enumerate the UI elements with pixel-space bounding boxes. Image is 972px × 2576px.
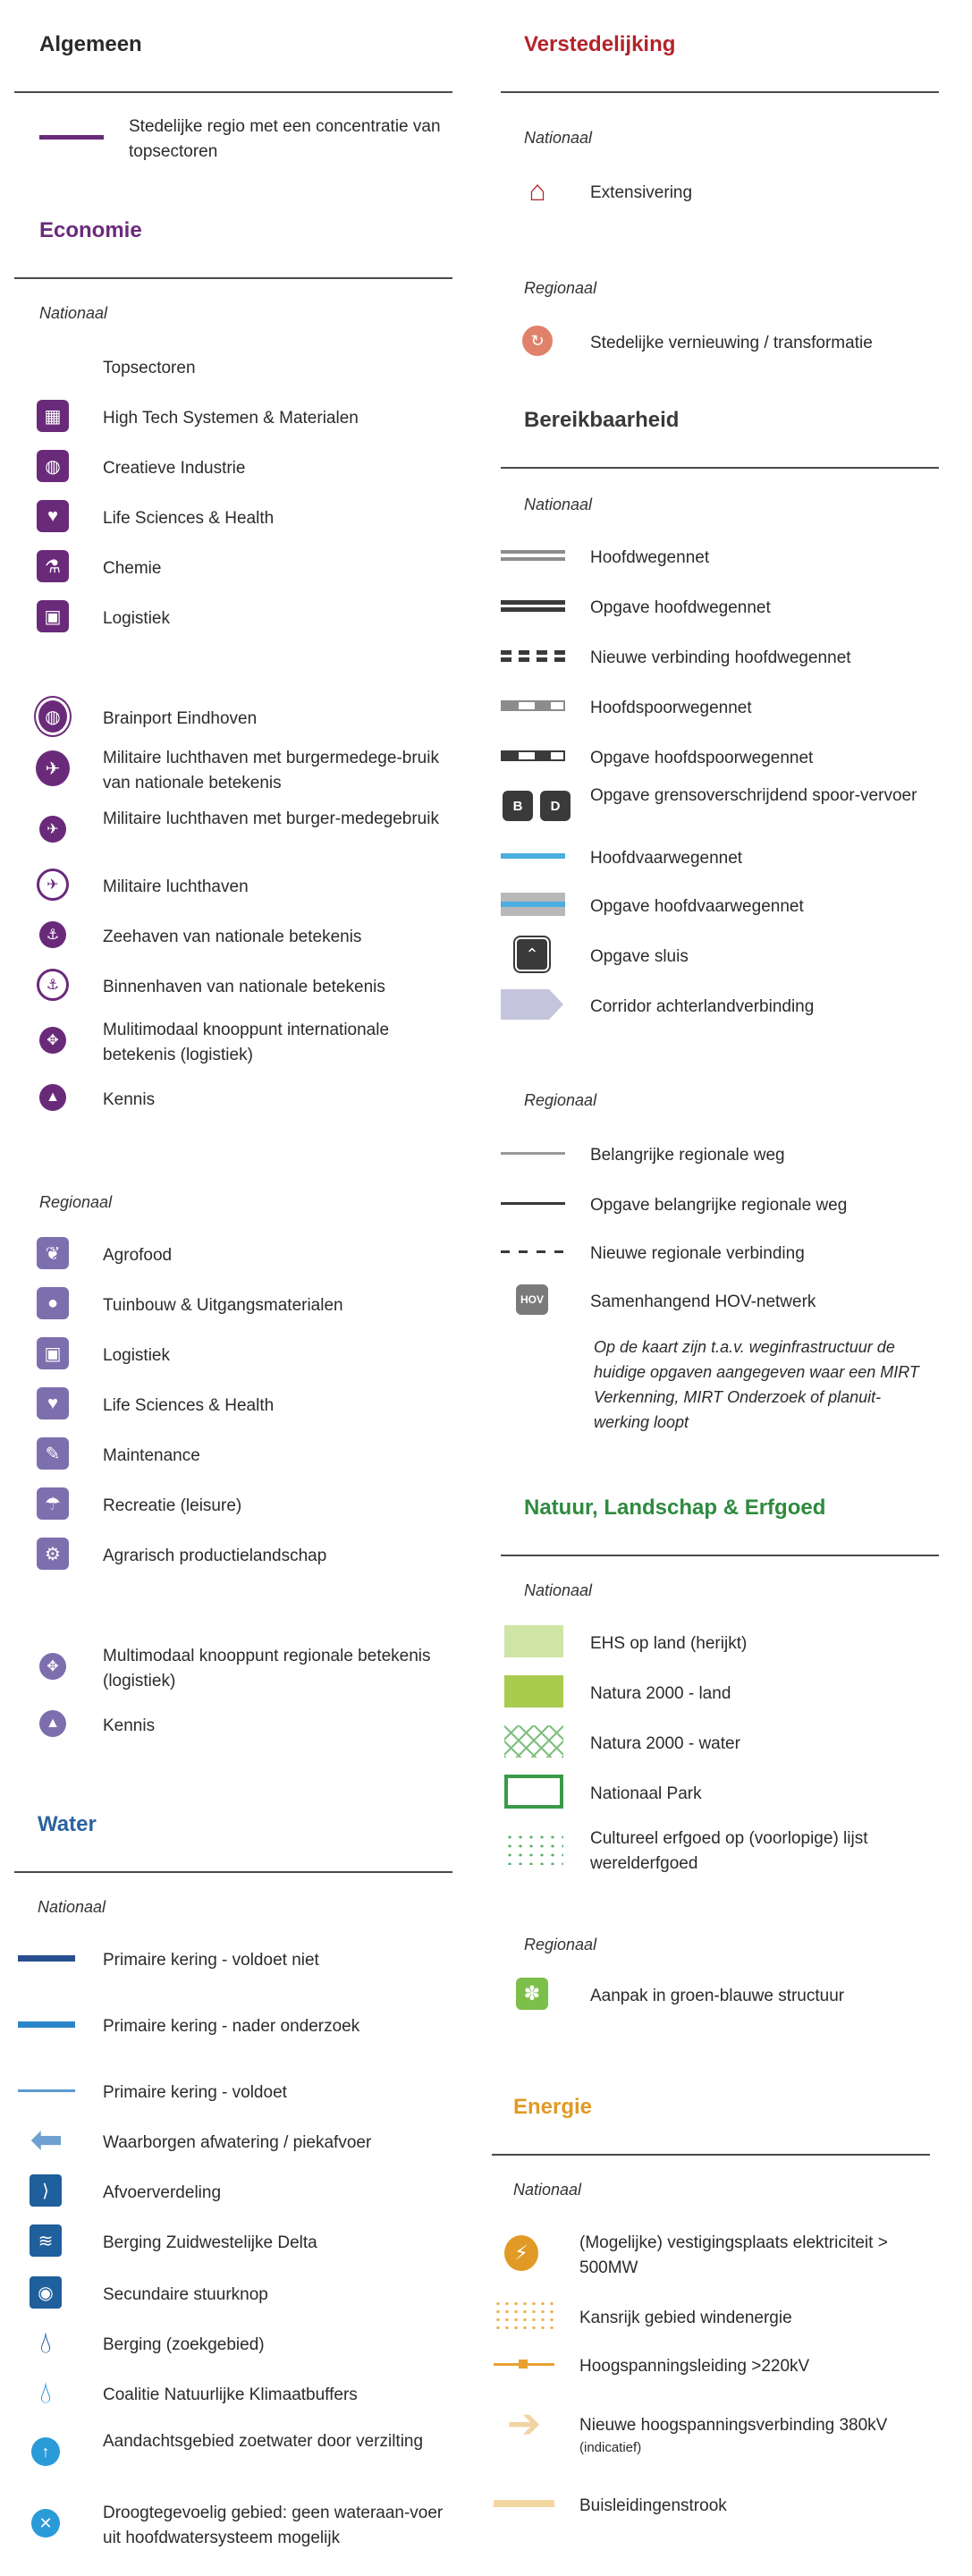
- subsection-label: Regionaal: [524, 1936, 597, 1953]
- subsection-label: Nationaal: [38, 1898, 106, 1916]
- legend-item: [0, 1537, 465, 1572]
- legend-item: [483, 2233, 948, 2277]
- house-icon: ⌂: [528, 174, 546, 207]
- legend-label: Life Sciences & Health: [103, 509, 275, 528]
- legend-item: [0, 1336, 465, 1372]
- rail-icon: [501, 689, 565, 723]
- cross-arrows-icon: ✥: [36, 1649, 70, 1683]
- rail-task-icon: [501, 739, 565, 773]
- legend-item: [0, 699, 465, 735]
- legend-label: Logistiek: [103, 609, 170, 628]
- legend-label: Hoogspanningsleiding >220kV: [579, 2357, 810, 2376]
- hov-icon: [515, 1283, 549, 1317]
- legend-label: Militaire luchthaven: [103, 877, 249, 896]
- legend-item: [483, 174, 948, 209]
- legend-item: [0, 968, 465, 1004]
- lock-icon: ⌃: [515, 937, 549, 971]
- lightbulb-circle-icon: ◍: [36, 699, 70, 733]
- legend-item: [0, 918, 465, 953]
- wrench-icon: ✎: [36, 1436, 70, 1470]
- legend-item: [0, 1080, 465, 1116]
- drop-icon: 💧︎: [39, 2325, 52, 2360]
- legend-item: [483, 589, 948, 624]
- legend-item: [483, 1234, 948, 1270]
- legend-label: Aanpak in groen-blauwe structuur: [590, 1987, 845, 2005]
- legend-item: [0, 399, 465, 435]
- legend-label: (Mogelijke) vestigingsplaats elektriciteit > 500MW: [579, 2233, 888, 2277]
- legend-label: Opgave sluis: [590, 947, 689, 966]
- regional-road-new-icon: [501, 1234, 565, 1268]
- subsection-label: Nationaal: [39, 304, 108, 322]
- infrastructure-note: Op de kaart zijn t.a.v. weginfrastructuur de huidige opgaven aangegeven waar een MIRT Verkenning, MIRT Onderzoek of planuit-werking loopt: [594, 1338, 919, 1431]
- legend-item: [0, 1021, 465, 1064]
- legend-label: Life Sciences & Health: [103, 1396, 275, 1415]
- section-title: Bereikbaarheid: [524, 408, 680, 432]
- legend-label: Tuinbouw & Uitgangsmaterialen: [103, 1296, 343, 1315]
- legend-item: [0, 2275, 465, 2311]
- legend-item: [483, 786, 948, 825]
- legend-label: Opgave hoofdvaarwegennet: [590, 897, 804, 916]
- power-line-icon: [494, 2347, 554, 2381]
- legend-label: Berging Zuidwestelijke Delta: [103, 2233, 317, 2252]
- box-icon: ▣: [36, 599, 70, 633]
- legend-label: Stedelijke vernieuwing / transformatie: [590, 334, 873, 352]
- flask-icon: ⚗: [36, 549, 70, 583]
- tractor-icon: ⚙: [36, 1537, 70, 1571]
- legend-label: Hoofdwegennet: [590, 548, 710, 567]
- legend-label: Primaire kering - voldoet: [103, 2083, 287, 2102]
- legend-item: [0, 1647, 465, 1690]
- legend-label: Nieuwe hoogspanningsverbinding 380kV: [579, 2416, 888, 2435]
- legend-label: Nieuwe regionale verbinding: [590, 1244, 805, 1263]
- ship-circle-icon: ⚓: [36, 968, 70, 1002]
- drop-icon: 💧︎: [39, 2375, 52, 2410]
- crosshatch-icon: [504, 1724, 563, 1758]
- waterway-task-icon: [501, 887, 565, 921]
- legend-label: Nieuwe verbinding hoofdwegennet: [590, 648, 851, 667]
- legend-item: [483, 1186, 948, 1222]
- legend-label: Samenhangend HOV-netwerk: [590, 1292, 816, 1311]
- arrow-left-icon: ⬅: [30, 2118, 63, 2162]
- legend-item: [0, 749, 465, 792]
- dark-blue-line-icon: [18, 1941, 75, 1975]
- legend-label: Corridor achterlandverbinding: [590, 997, 815, 1016]
- legend-item: [483, 2347, 948, 2383]
- split-icon: ⟩: [29, 2174, 63, 2207]
- section-divider: [501, 467, 939, 469]
- legend-item: [0, 1707, 465, 1742]
- legend-item: [0, 1236, 465, 1272]
- legend-label: Hoofdvaarwegennet: [590, 849, 743, 868]
- section-divider: [14, 277, 452, 279]
- legend-item: [483, 987, 948, 1023]
- legend-item: [483, 839, 948, 875]
- indicatief-note: (indicatief): [579, 2440, 642, 2455]
- legend-item: [483, 1136, 948, 1172]
- legend-label: Afvoerverdeling: [103, 2183, 222, 2202]
- legend-label: Logistiek: [103, 1346, 170, 1365]
- legend-item: [0, 2073, 465, 2109]
- legend-item: [0, 1487, 465, 1522]
- road-new-icon: [501, 639, 565, 673]
- legend-item: [483, 689, 948, 724]
- legend-label: Belangrijke regionale weg: [590, 1146, 785, 1165]
- legend-label: Extensivering: [590, 183, 693, 202]
- legend-item: [483, 2299, 948, 2334]
- border-rail-icon: [501, 789, 572, 823]
- legend-label: Militaire luchthaven met burger-medegebruik: [103, 809, 439, 828]
- subsection-label: Nationaal: [524, 1581, 593, 1599]
- legend-label: Coalitie Natuurlijke Klimaatbuffers: [103, 2385, 358, 2404]
- legend-item: [0, 1436, 465, 1472]
- heart-icon: ♥: [36, 1386, 70, 1420]
- purple-line-icon: [39, 120, 104, 154]
- dots-icon: [504, 1832, 563, 1866]
- legend-item: [483, 2487, 948, 2522]
- legend-label: Militaire luchthaven met burgermedege-bruik van nationale betekenis: [103, 749, 439, 792]
- legend-item: [483, 1977, 948, 2012]
- graduation-cap-icon: ▲: [36, 1080, 70, 1114]
- legend-label: EHS op land (herijkt): [590, 1634, 748, 1653]
- section-divider: [501, 91, 939, 93]
- legend-item: [0, 599, 465, 635]
- ship-icon: ⚓: [36, 918, 70, 952]
- badge-b: B: [503, 791, 533, 821]
- legend-label: Opgave belangrijke regionale weg: [590, 1196, 848, 1215]
- lightning-icon: ⚡︎: [504, 2236, 538, 2270]
- legend-label: Agrarisch productielandschap: [103, 1546, 327, 1565]
- graduation-cap-icon: ▲: [36, 1707, 70, 1741]
- legend-item: [0, 2224, 465, 2259]
- section-title: Energie: [513, 2095, 593, 2119]
- section-title: Natuur, Landschap & Erfgoed: [524, 1496, 826, 1520]
- legend-label: Agrofood: [103, 1246, 173, 1265]
- drop-cross-icon: ✕: [29, 2506, 63, 2540]
- legend-label: Primaire kering - nader onderzoek: [103, 2017, 360, 2036]
- hov-badge: HOV: [516, 1284, 548, 1315]
- subsection-label: Regionaal: [524, 1091, 597, 1109]
- lightbulb-icon: ◍: [36, 449, 70, 483]
- legend-label: Opgave hoofdspoorwegennet: [590, 749, 814, 767]
- corridor-icon: [501, 987, 565, 1021]
- plane-circle-icon: ✈: [36, 868, 70, 902]
- waterway-icon: [501, 839, 565, 873]
- legend-item: [483, 1674, 948, 1710]
- legend-label: Maintenance: [103, 1446, 200, 1465]
- legend-label: Opgave hoofdwegennet: [590, 598, 771, 617]
- chip-icon: ▦: [36, 399, 70, 433]
- legend-item: [483, 937, 948, 973]
- legend-item: [483, 1283, 948, 1318]
- legend-label: Stedelijke regio met een concentratie van topsectoren: [129, 117, 441, 161]
- section-divider: [492, 2154, 930, 2156]
- legend-label: Kennis: [103, 1716, 156, 1735]
- legend-label: Natura 2000 - water: [590, 1734, 740, 1753]
- legend-label: Kennis: [103, 1090, 156, 1109]
- section-title: Verstedelijking: [524, 32, 676, 56]
- legend-label: Droogtegevoelig gebied: geen wateraan-voer uit hoofdwatersysteem mogelijk: [103, 2504, 444, 2547]
- leisure-icon: ☂: [36, 1487, 70, 1521]
- regional-road-task-icon: [501, 1186, 565, 1220]
- orange-dots-icon: [494, 2299, 554, 2333]
- legend-label: Buisleidingenstrook: [579, 2496, 727, 2515]
- plane-circle-icon: ✈: [36, 812, 70, 846]
- badge-d: D: [540, 791, 571, 821]
- legend-label: Aandachtsgebied zoetwater door verzilting: [103, 2432, 424, 2451]
- legend-item: [0, 2326, 465, 2361]
- legend-label: Topsectoren: [103, 359, 196, 377]
- green-box-icon: [504, 1674, 563, 1708]
- section-title: Economie: [39, 218, 142, 242]
- subsection-label: Nationaal: [513, 2181, 582, 2199]
- legend-label: Chemie: [103, 559, 162, 578]
- legend-item: [0, 2174, 465, 2209]
- light-green-box-icon: [504, 1624, 563, 1658]
- section-title: Water: [38, 1812, 97, 1836]
- legend-label: Hoofdspoorwegennet: [590, 699, 752, 717]
- apple-icon: ●: [36, 1286, 70, 1320]
- waves-icon: ≋: [29, 2224, 63, 2258]
- legend-label: Kansrijk gebied windenergie: [579, 2309, 792, 2327]
- legend-item: [0, 549, 465, 585]
- legend-item: [483, 2400, 948, 2455]
- legend-item: [0, 2504, 465, 2547]
- cross-arrows-icon: ✥: [36, 1023, 70, 1057]
- regional-road-icon: [501, 1136, 565, 1170]
- blue-line-icon: [18, 2007, 75, 2041]
- legend-label: Creatieve Industrie: [103, 459, 246, 478]
- legend-item: [0, 2007, 465, 2043]
- legend-item: [0, 809, 465, 848]
- wheat-icon: ❦: [36, 1236, 70, 1270]
- legend-item: [0, 1941, 465, 1977]
- pipeline-icon: [494, 2487, 554, 2521]
- section-divider: [501, 1555, 939, 1556]
- legend-item: [0, 449, 465, 485]
- legend-item: [483, 1624, 948, 1660]
- subsection-label: Nationaal: [524, 129, 593, 147]
- legend-item: [0, 1386, 465, 1422]
- legend-label: Natura 2000 - land: [590, 1684, 731, 1703]
- plane-circle-icon: ✈: [36, 751, 70, 785]
- box-icon: ▣: [36, 1336, 70, 1370]
- legend-label: Binnenhaven van nationale betekenis: [103, 978, 385, 996]
- legend-item: [483, 1775, 948, 1810]
- legend-label: Multimodaal knooppunt regionale betekenis (logistiek): [103, 1647, 431, 1690]
- road-task-icon: [501, 589, 565, 623]
- legend-item: [483, 538, 948, 574]
- legend-item: [0, 2118, 465, 2162]
- legend-label: Nationaal Park: [590, 1784, 702, 1803]
- legend-label: Primaire kering - voldoet niet: [103, 1951, 319, 1970]
- section-divider: [14, 91, 452, 93]
- legend-item: [0, 117, 465, 161]
- legend-label: Opgave grensoverschrijdend spoor-vervoer: [590, 786, 917, 805]
- legend-label: Brainport Eindhoven: [103, 709, 258, 728]
- subsection-label: Regionaal: [524, 279, 597, 297]
- legend-item: [483, 739, 948, 775]
- subsection-label: Regionaal: [39, 1193, 113, 1211]
- legend-label: Waarborgen afwatering / piekafvoer: [103, 2133, 372, 2152]
- legend-label: Cultureel erfgoed op (voorlopige) lijst werelderfgoed: [590, 1829, 868, 1873]
- legend-item: [0, 1286, 465, 1322]
- legend-item: [0, 499, 465, 535]
- legend-item: [483, 1829, 948, 1873]
- drop-arrow-icon: ↑: [29, 2435, 63, 2469]
- legend-item: [0, 349, 465, 385]
- target-icon: ◉: [29, 2275, 63, 2309]
- heart-icon: ♥: [36, 499, 70, 533]
- outline-box-icon: [504, 1775, 563, 1809]
- legend-item: [483, 1724, 948, 1760]
- flower-icon: ✽: [515, 1977, 549, 2011]
- legend-label: Berging (zoekgebied): [103, 2335, 265, 2354]
- legend-item: [483, 639, 948, 674]
- legend-item: [483, 324, 948, 360]
- power-arrow-icon: ➔: [506, 2400, 542, 2446]
- legend-label: Secundaire stuurknop: [103, 2285, 268, 2304]
- legend-item: [483, 887, 948, 923]
- legend-item: [0, 2432, 465, 2470]
- legend-label: Zeehaven van nationale betekenis: [103, 928, 362, 946]
- legend-label: High Tech Systemen & Materialen: [103, 409, 359, 428]
- section-title: Algemeen: [39, 32, 142, 56]
- road-icon: [501, 538, 565, 572]
- thin-blue-line-icon: [18, 2073, 75, 2107]
- renewal-icon: ↻: [520, 324, 554, 358]
- legend-label: Mulitimodaal knooppunt internationale betekenis (logistiek): [103, 1021, 390, 1064]
- legend-label: Recreatie (leisure): [103, 1496, 242, 1515]
- section-divider: [14, 1871, 452, 1873]
- subsection-label: Nationaal: [524, 496, 593, 513]
- legend-item: [0, 2376, 465, 2411]
- legend-item: [0, 868, 465, 903]
